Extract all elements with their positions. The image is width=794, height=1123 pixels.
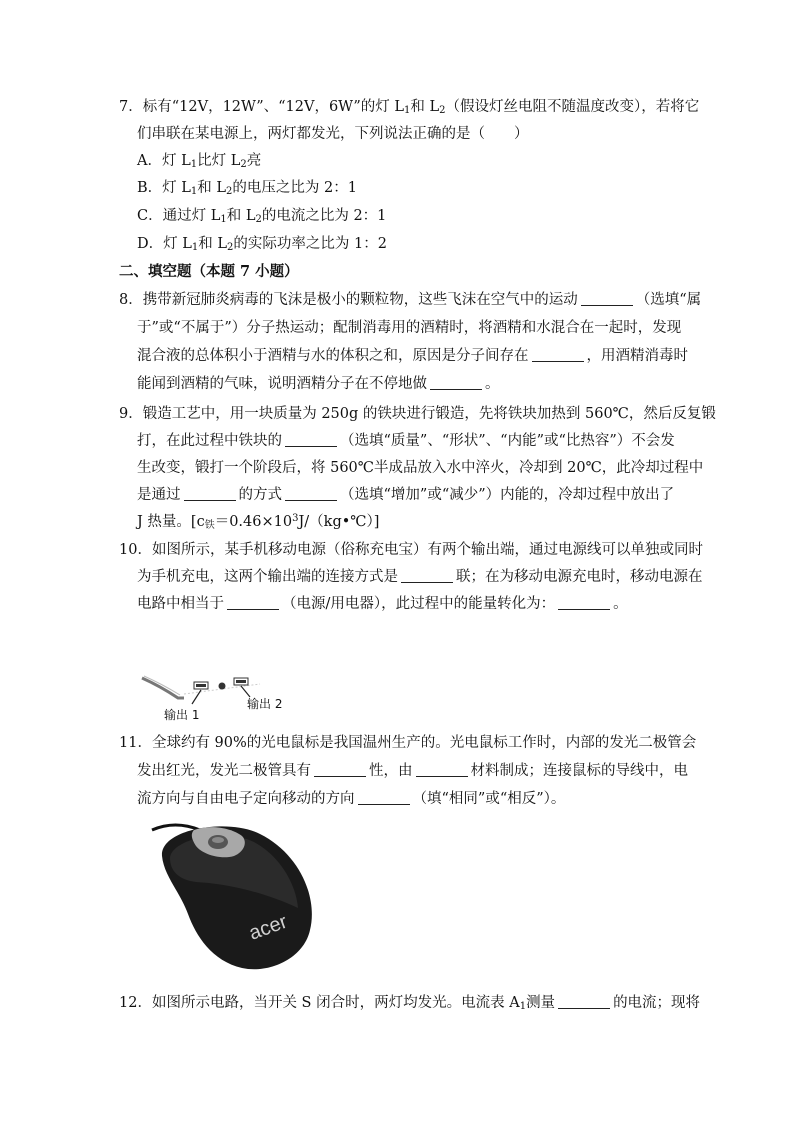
text: 测量 xyxy=(526,995,556,1011)
answer-blank[interactable] xyxy=(358,790,410,805)
q8-line4 xyxy=(137,374,500,394)
answer-blank[interactable] xyxy=(430,375,482,390)
q11-line2 xyxy=(137,761,688,781)
sub: 1 xyxy=(220,214,227,225)
answer-blank[interactable] xyxy=(285,432,337,447)
opt-text: 比灯 L xyxy=(197,153,241,169)
q12-line1 xyxy=(119,993,700,1013)
q7-stem-c: （假设灯丝电阻不随温度改变），若将它 xyxy=(445,99,700,115)
text: 混合液的总体积小于酒精与水的体积之和，原因是分子间存在 xyxy=(137,348,529,364)
q7-option-d xyxy=(137,234,387,254)
text: 。 xyxy=(485,376,500,392)
text: J/（kg•℃）] xyxy=(298,514,380,530)
q7-stem-line2: 们串联在某电源上，两灯都发光，下列说法正确的是（ ） xyxy=(137,126,529,142)
text: 流方向与自由电子定向移动的方向 xyxy=(137,791,355,807)
text: 发出红光，发光二极管具有 xyxy=(137,763,311,779)
sub: 2 xyxy=(255,214,262,225)
answer-blank[interactable] xyxy=(401,568,453,583)
section-heading: 二、填空题（本题 7 小题） xyxy=(119,263,299,280)
output-1-label: 输出 1 xyxy=(164,708,200,722)
sub: 1 xyxy=(191,242,199,253)
sub: 1 xyxy=(190,186,198,197)
text: （填“相同”或“相反”）。 xyxy=(412,791,566,807)
opt-text: A．灯 L xyxy=(137,153,191,169)
q10-line2 xyxy=(137,567,703,587)
opt-text: B．灯 L xyxy=(137,180,191,196)
text: 8．携带新冠肺炎病毒的飞沫是极小的颗粒物，这些飞沫在空气中的运动 xyxy=(119,292,578,308)
q11-line3 xyxy=(137,789,565,809)
q8-line3 xyxy=(137,346,688,366)
opt-text: 和 L xyxy=(198,236,227,252)
output-2-label: 输出 2 xyxy=(247,697,283,711)
answer-blank[interactable] xyxy=(532,347,584,362)
text: 的电流；现将 xyxy=(613,995,701,1011)
text: J 热量。[c xyxy=(137,514,205,530)
q7-option-b xyxy=(137,178,357,198)
text: （电源/用电器），此过程中的能量转化为： xyxy=(282,596,556,612)
button-icon xyxy=(219,683,226,690)
text: 联；在为移动电源充电时，移动电源在 xyxy=(456,569,703,585)
text: 12．如图所示电路，当开关 S 闭合时，两灯均发光。电流表 A xyxy=(119,995,520,1011)
q9-line4 xyxy=(137,485,674,505)
q7-option-c xyxy=(137,206,386,226)
sub: 2 xyxy=(227,242,234,253)
q8-line1 xyxy=(119,290,701,310)
sub: 2 xyxy=(226,186,233,197)
text: ，用酒精消毒时 xyxy=(586,348,688,364)
q8-line2: 于”或“不属于”）分子热运动；配制消毒用的酒精时，将酒精和水混合在一起时，发现 xyxy=(137,320,682,336)
q9-line2 xyxy=(137,431,675,451)
opt-text: 的电流之比为 2：1 xyxy=(261,208,387,224)
q10-line3 xyxy=(137,594,628,614)
text: 为手机充电，这两个输出端的连接方式是 xyxy=(137,569,398,585)
opt-text: 和 L xyxy=(197,180,227,196)
answer-blank[interactable] xyxy=(558,994,610,1009)
text: 能闻到酒精的气味，说明酒精分子在不停地做 xyxy=(137,376,427,392)
answer-blank[interactable] xyxy=(285,486,337,501)
text: 的方式 xyxy=(238,487,282,503)
sub: 1 xyxy=(404,105,411,116)
opt-text: C．通过灯 L xyxy=(137,208,221,224)
text: 。 xyxy=(613,596,628,612)
answer-blank[interactable] xyxy=(184,486,236,501)
q10-line1: 10．如图所示，某手机移动电源（俗称充电宝）有两个输出端，通过电源线可以单独或同时 xyxy=(119,542,703,558)
sub: 2 xyxy=(439,105,446,116)
cable-icon xyxy=(142,678,184,698)
answer-blank[interactable] xyxy=(314,762,366,777)
q11-line1: 11．全球约有 90%的光电鼠标是我国温州生产的。光电鼠标工作时，内部的发光二极管会 xyxy=(119,735,697,751)
text: 性，由 xyxy=(369,763,413,779)
text: 材料制成；连接鼠标的导线中，电 xyxy=(470,763,688,779)
text: 是通过 xyxy=(137,487,181,503)
q9-line5 xyxy=(137,512,379,532)
answer-blank[interactable] xyxy=(558,595,610,610)
text: （选填“增加”或“减少”）内能的，冷却过程中放出了 xyxy=(340,487,675,503)
opt-text: 亮 xyxy=(246,153,262,169)
text: （选填“属 xyxy=(635,292,702,308)
q7-number: 7． xyxy=(119,99,143,115)
answer-blank[interactable] xyxy=(227,595,279,610)
q9-line3: 生改变，锻打一个阶段后，将 560℃半成品放入水中淬火，冷却到 20℃，此冷却过程中 xyxy=(137,460,704,476)
sub: 2 xyxy=(240,159,247,170)
q7-stem-line1 xyxy=(119,97,699,117)
sub: 铁 xyxy=(204,520,215,531)
text: 电路中相当于 xyxy=(137,596,224,612)
sup: 3 xyxy=(292,513,299,524)
opt-text: 和 L xyxy=(226,208,256,224)
answer-blank[interactable] xyxy=(581,291,633,306)
q7-stem-b: 和 L xyxy=(410,99,440,115)
q7-option-a xyxy=(137,151,261,171)
answer-blank[interactable] xyxy=(416,762,468,777)
q9-line1: 9．锻造工艺中，用一块质量为 250g 的铁块进行锻造，先将铁块加热到 560℃，然后反复锻 xyxy=(119,406,716,422)
text: ＝0.46×10 xyxy=(214,514,293,530)
mouse-brand-logo: acer xyxy=(246,910,291,945)
sub: 1 xyxy=(190,159,198,170)
optical-mouse-figure xyxy=(140,818,340,978)
text: 打，在此过程中铁块的 xyxy=(137,433,282,449)
opt-text: D．灯 L xyxy=(137,236,192,252)
opt-text: 的实际功率之比为 1：2 xyxy=(233,236,387,252)
q7-stem-a: 标有“12V，12W”、“12V，6W”的灯 L xyxy=(142,99,404,115)
text: （选填“质量”、“形状”、“内能”或“比热容”）不会发 xyxy=(340,433,675,449)
opt-text: 的电压之比为 2：1 xyxy=(232,180,357,196)
sub: 1 xyxy=(519,1001,527,1012)
